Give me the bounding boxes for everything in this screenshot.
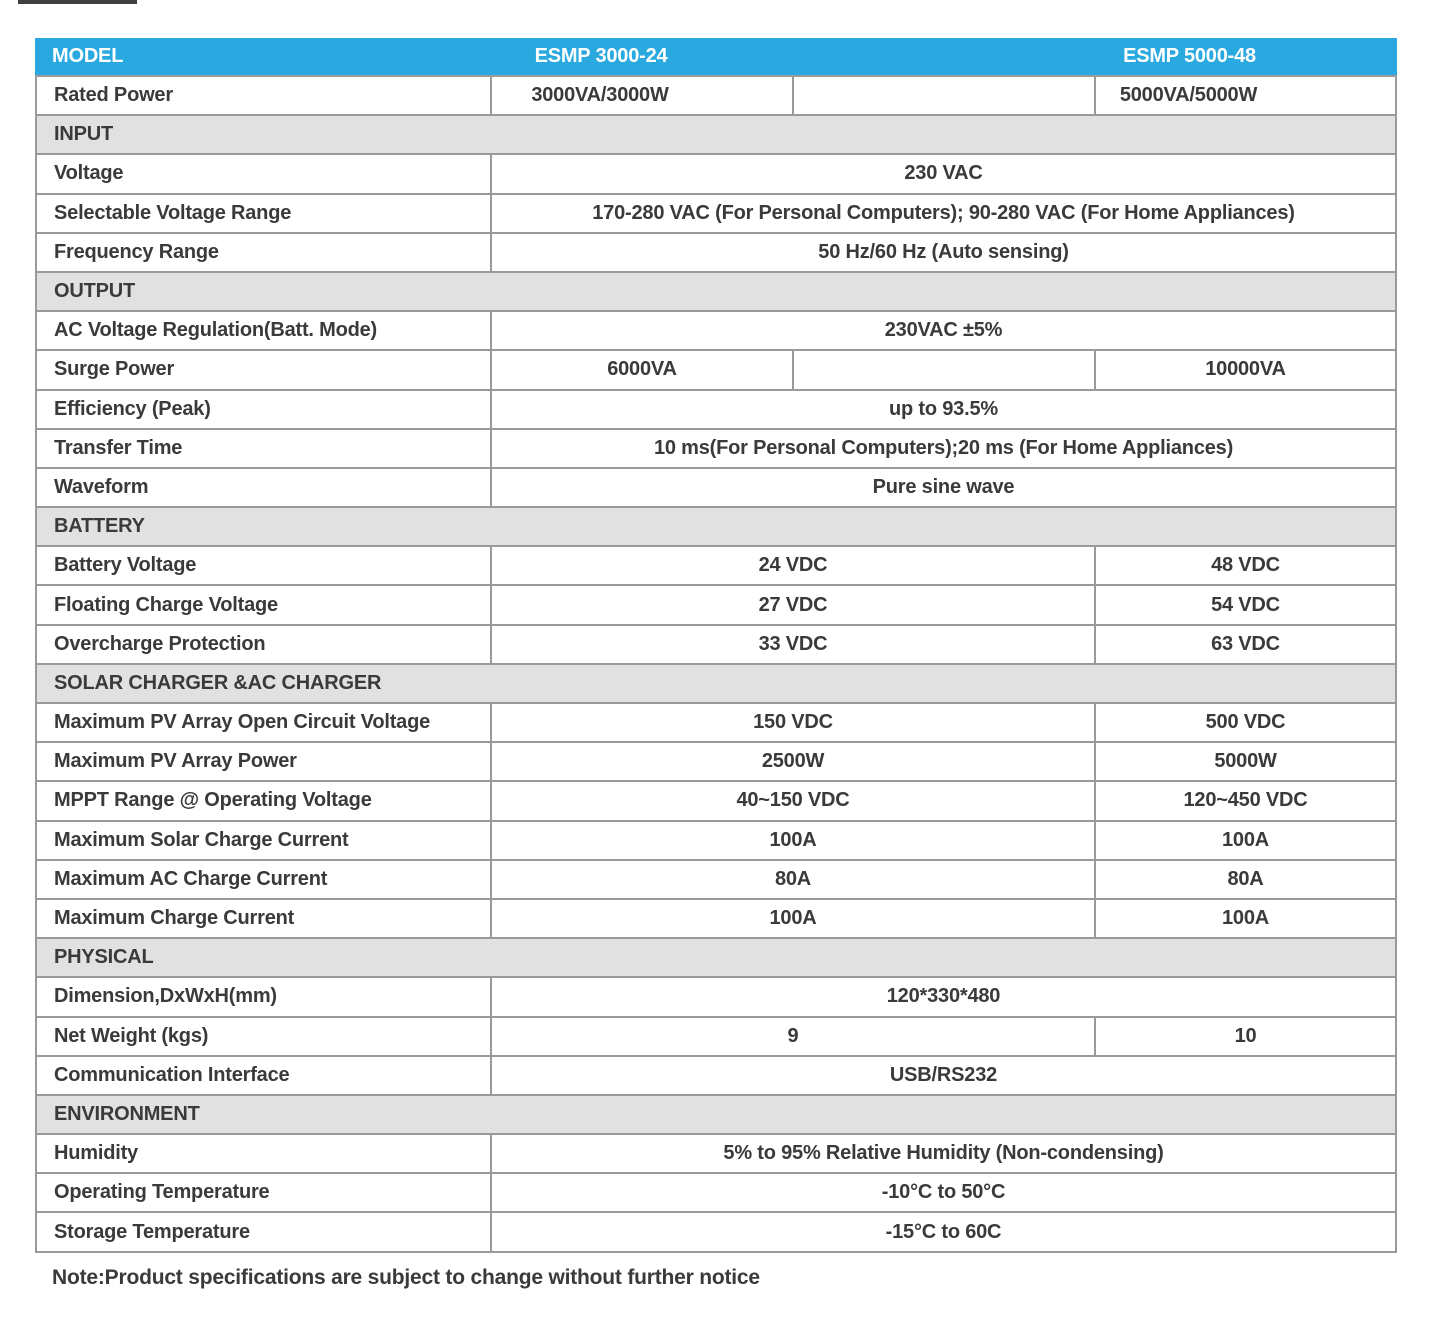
section-row-input bbox=[37, 116, 1395, 155]
spec-value-model-a: 3000VA/3000W bbox=[492, 77, 794, 114]
table-row-efficiency-peak bbox=[37, 391, 1395, 430]
spec-value-shared: 50 Hz/60 Hz (Auto sensing) bbox=[818, 240, 1069, 263]
footnote: Note:Product specifications are subject to change without further notice bbox=[52, 1266, 760, 1289]
spec-value-model-b: 5000W bbox=[1214, 750, 1277, 773]
table-body bbox=[35, 75, 1397, 1253]
spec-value-model-a: 100A bbox=[492, 822, 1096, 859]
spec-label: Maximum PV Array Open Circuit Voltage bbox=[37, 704, 492, 741]
spec-value-model-b: 500 VDC bbox=[1205, 711, 1286, 734]
table-row-floating-charge-voltage bbox=[37, 586, 1395, 625]
spec-value-model-b: 48 VDC bbox=[1211, 554, 1280, 577]
table-row-max-pv-open-circuit-voltage bbox=[37, 704, 1395, 743]
table-row-operating-temperature bbox=[37, 1174, 1395, 1213]
spec-value-model-a: 40~150 VDC bbox=[492, 782, 1096, 819]
table-row-overcharge-protection bbox=[37, 626, 1395, 665]
section-row-output bbox=[37, 273, 1395, 312]
spec-label: Selectable Voltage Range bbox=[37, 195, 492, 232]
spec-label: Dimension,DxWxH(mm) bbox=[37, 978, 492, 1015]
spec-value-model-b: 100A bbox=[1221, 828, 1269, 851]
spec-value-shared: Pure sine wave bbox=[872, 475, 1015, 498]
header-model-a: ESMP 3000-24 bbox=[534, 45, 668, 67]
table-header-row bbox=[35, 38, 1397, 75]
spec-label: Maximum PV Array Power bbox=[37, 743, 492, 780]
spec-value-model-a: 9 bbox=[492, 1018, 1096, 1055]
spec-value-model-b: 80A bbox=[1227, 867, 1264, 890]
section-row-battery bbox=[37, 508, 1395, 547]
spec-label: Communication Interface bbox=[37, 1057, 492, 1094]
spec-value-model-a: 150 VDC bbox=[492, 704, 1096, 741]
spec-value-shared: 230VAC ±5% bbox=[884, 319, 1003, 342]
spec-label: Surge Power bbox=[37, 351, 492, 388]
table-row-selectable-voltage-range bbox=[37, 195, 1395, 234]
spec-label: Maximum Solar Charge Current bbox=[37, 822, 492, 859]
spec-value-shared: -10°C to 50°C bbox=[881, 1181, 1006, 1204]
table-row-mppt-range bbox=[37, 782, 1395, 821]
spec-value-shared: 170-280 VAC (For Personal Computers); 90-280 VAC (For Home Appliances) bbox=[592, 201, 1295, 224]
header-model-label: MODEL bbox=[52, 45, 124, 67]
section-row-environment bbox=[37, 1096, 1395, 1135]
table-row-surge-power bbox=[37, 351, 1395, 390]
table-row-voltage bbox=[37, 155, 1395, 194]
spec-value-model-b: 10 bbox=[1234, 1024, 1257, 1047]
spec-label: Net Weight (kgs) bbox=[37, 1018, 492, 1055]
spec-value-model-a: 2500W bbox=[492, 743, 1096, 780]
section-title: ENVIRONMENT bbox=[54, 1102, 200, 1125]
spec-table bbox=[35, 38, 1397, 1253]
table-row-frequency-range bbox=[37, 234, 1395, 273]
spec-value-shared: USB/RS232 bbox=[889, 1063, 998, 1086]
section-title: BATTERY bbox=[54, 515, 145, 538]
section-row-physical bbox=[37, 939, 1395, 978]
section-title: SOLAR CHARGER &AC CHARGER bbox=[54, 671, 382, 694]
spec-empty-cell bbox=[794, 77, 1096, 114]
spec-label: Maximum AC Charge Current bbox=[37, 861, 492, 898]
spec-label: Storage Temperature bbox=[37, 1213, 492, 1250]
spec-value-model-b: 63 VDC bbox=[1211, 632, 1280, 655]
table-row-transfer-time bbox=[37, 430, 1395, 469]
spec-value-model-a: 100A bbox=[492, 900, 1096, 937]
spec-label: Humidity bbox=[37, 1135, 492, 1172]
section-title: INPUT bbox=[54, 123, 114, 146]
spec-label: Transfer Time bbox=[37, 430, 492, 467]
spec-value-shared: 5% to 95% Relative Humidity (Non-condensing) bbox=[723, 1142, 1164, 1165]
spec-value-model-a: 27 VDC bbox=[492, 586, 1096, 623]
table-row-max-ac-charge-current bbox=[37, 861, 1395, 900]
table-row-max-pv-array-power bbox=[37, 743, 1395, 782]
spec-label: Voltage bbox=[37, 155, 492, 192]
table-row-communication-interface bbox=[37, 1057, 1395, 1096]
spec-label: Overcharge Protection bbox=[37, 626, 492, 663]
spec-value-shared: 10 ms(For Personal Computers);20 ms (For Home Appliances) bbox=[653, 436, 1234, 459]
spec-label: Frequency Range bbox=[37, 234, 492, 271]
spec-label: Waveform bbox=[37, 469, 492, 506]
header-model-b: ESMP 5000-48 bbox=[1123, 45, 1256, 67]
table-row-waveform bbox=[37, 469, 1395, 508]
spec-value-model-a: 24 VDC bbox=[492, 547, 1096, 584]
spec-value-model-b: 54 VDC bbox=[1211, 593, 1280, 616]
spec-value-model-a: 80A bbox=[492, 861, 1096, 898]
spec-label: Floating Charge Voltage bbox=[37, 586, 492, 623]
spec-value-shared: 230 VAC bbox=[904, 162, 983, 185]
spec-value-model-b: 10000VA bbox=[1205, 358, 1286, 381]
cropped-text-artifact bbox=[18, 0, 137, 4]
spec-value-shared: -15°C to 60C bbox=[885, 1220, 1002, 1243]
spec-label: Rated Power bbox=[37, 77, 492, 114]
spec-value-model-b: 5000VA/5000W bbox=[1119, 84, 1258, 107]
table-row-humidity bbox=[37, 1135, 1395, 1174]
spec-label: AC Voltage Regulation(Batt. Mode) bbox=[37, 312, 492, 349]
spec-label: Battery Voltage bbox=[37, 547, 492, 584]
spec-empty-cell bbox=[794, 351, 1096, 388]
table-row-max-solar-charge-current bbox=[37, 822, 1395, 861]
spec-label: Operating Temperature bbox=[37, 1174, 492, 1211]
table-row-dimension bbox=[37, 978, 1395, 1017]
table-row-max-charge-current bbox=[37, 900, 1395, 939]
table-row-net-weight bbox=[37, 1018, 1395, 1057]
spec-value-model-b: 120~450 VDC bbox=[1183, 789, 1308, 812]
spec-value-model-a: 6000VA bbox=[492, 351, 794, 388]
section-row-solar-ac-charger bbox=[37, 665, 1395, 704]
section-title: OUTPUT bbox=[54, 280, 136, 303]
table-row-storage-temperature bbox=[37, 1213, 1395, 1252]
spec-value-model-b: 100A bbox=[1221, 907, 1269, 930]
spec-label: Efficiency (Peak) bbox=[37, 391, 492, 428]
spec-value-shared: up to 93.5% bbox=[889, 397, 998, 420]
section-title: PHYSICAL bbox=[54, 946, 154, 969]
spec-value-model-a: 33 VDC bbox=[492, 626, 1096, 663]
spec-label: MPPT Range @ Operating Voltage bbox=[37, 782, 492, 819]
table-row-battery-voltage bbox=[37, 547, 1395, 586]
spec-label: Maximum Charge Current bbox=[37, 900, 492, 937]
table-row-ac-voltage-regulation bbox=[37, 312, 1395, 351]
spec-value-shared: 120*330*480 bbox=[886, 985, 1001, 1008]
table-row-rated-power bbox=[37, 77, 1395, 116]
